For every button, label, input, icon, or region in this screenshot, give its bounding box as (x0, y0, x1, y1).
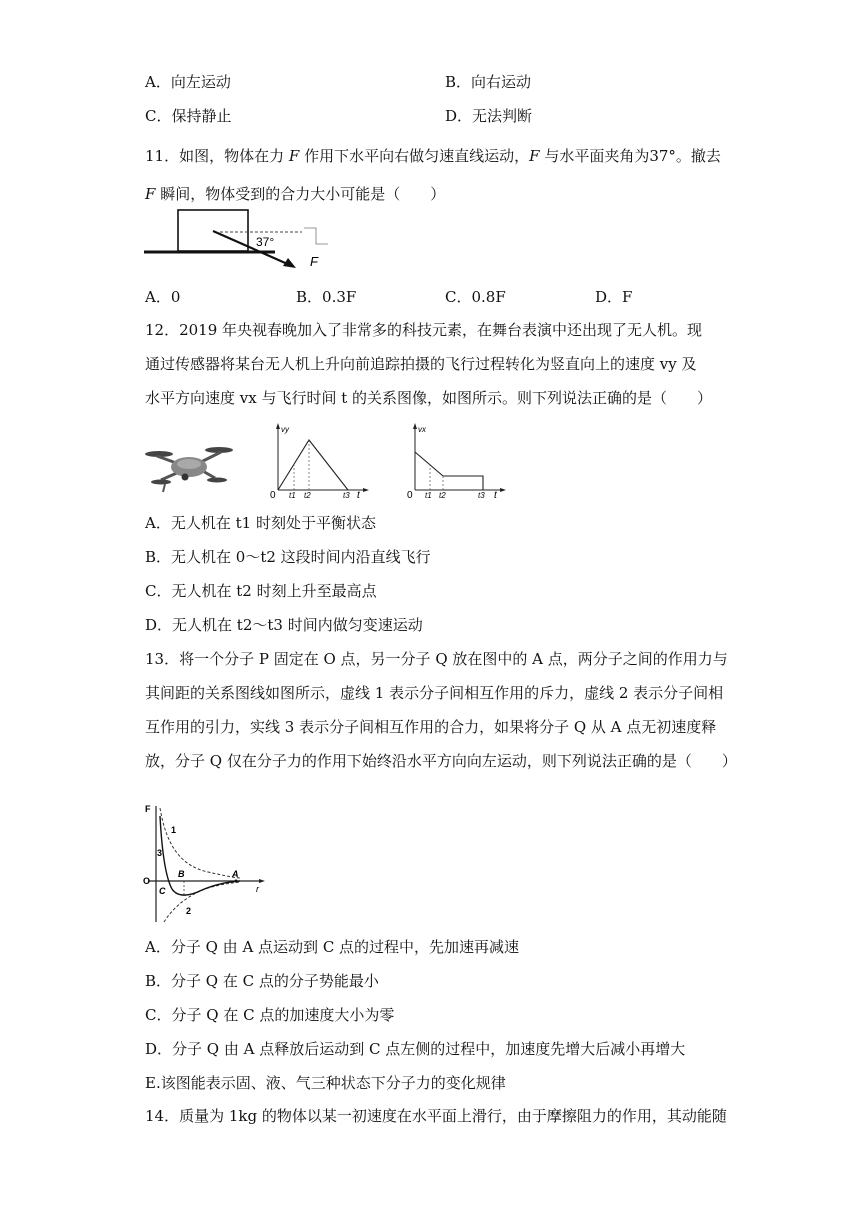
q10-option-d: D．无法判断 (445, 107, 533, 125)
block (178, 210, 248, 251)
svg-text:F: F (145, 804, 151, 814)
q12-option-a: A．无人机在 t1 时刻处于平衡状态 (145, 514, 376, 532)
svg-text:1: 1 (171, 825, 177, 835)
svg-text:t2: t2 (304, 491, 311, 500)
attraction-curve-2 (164, 882, 240, 922)
svg-text:3: 3 (157, 848, 163, 858)
svg-text:t1: t1 (425, 491, 432, 500)
q12-stem-line2: 通过传感器将某台无人机上升向前追踪拍摄的飞行过程转化为竖直向上的速度 vy 及 (145, 355, 697, 373)
molecular-force-figure (138, 794, 268, 928)
force-label: F (310, 254, 318, 269)
svg-text:r: r (256, 884, 259, 894)
q13-stem-line1: 13．将一个分子 P 固定在 O 点，另一分子 Q 放在图中的 A 点，两分子之间的作用力与 (145, 650, 728, 668)
q13-option-e: E.该图能表示固、液、气三种状态下分子力的变化规律 (145, 1074, 506, 1092)
vx-t-graph (403, 420, 513, 502)
repulsion-curve-1 (160, 808, 240, 878)
q12-stem-line1: 12．2019 年央视春晚加入了非常多的科技元素，在舞台表演中还出现了无人机。现 (145, 321, 703, 339)
angle-label: 37° (256, 235, 275, 249)
svg-text:2: 2 (186, 906, 192, 916)
svg-text:vy: vy (281, 425, 289, 434)
svg-text:t3: t3 (343, 491, 350, 500)
q13-option-a: A．分子 Q 由 A 点运动到 C 点的过程中，先加速再减速 (145, 938, 520, 956)
svg-text:C: C (159, 886, 166, 896)
q12-option-c: C．无人机在 t2 时刻上升至最高点 (145, 582, 377, 600)
q13-stem-line4: 放，分子 Q 仅在分子力的作用下始终沿水平方向向左运动，则下列说法正确的是（ ） (145, 752, 737, 770)
q11-option-d: D．F (595, 288, 633, 306)
q11-option-a: A．0 (145, 288, 181, 306)
svg-text:vx: vx (418, 425, 426, 434)
vx-curve (415, 452, 483, 490)
q12-stem-line3: 水平方向速度 vx 与飞行时间 t 的关系图像，如图所示。则下列说法正确的是（ ） (145, 389, 713, 407)
q11-block-figure (140, 206, 340, 274)
svg-text:O: O (143, 876, 151, 886)
q11-option-c: C．0.8F (445, 288, 506, 306)
force-arrow (213, 231, 292, 266)
q13-option-c: C．分子 Q 在 C 点的加速度大小为零 (145, 1006, 395, 1024)
q11-stem-line2: F 瞬间，物体受到的合力大小可能是（ ） (145, 185, 446, 203)
q13-option-d: D．分子 Q 由 A 点释放后运动到 C 点左侧的过程中，加速度先增大后减小再增大 (145, 1040, 686, 1058)
svg-text:t1: t1 (289, 491, 296, 500)
q12-option-b: B．无人机在 0～t2 这段时间内沿直线飞行 (145, 548, 431, 566)
svg-text:A: A (232, 869, 239, 879)
force-arrowhead (283, 258, 296, 268)
svg-text:0: 0 (407, 490, 413, 501)
q10-option-b: B．向右运动 (445, 73, 532, 91)
q13-option-b: B．分子 Q 在 C 点的分子势能最小 (145, 972, 379, 990)
vy-t-graph (266, 420, 376, 502)
q13-stem-line2: 其间距的关系图线如图所示，虚线 1 表示分子间相互作用的斥力，虚线 2 表示分子间相 (145, 684, 724, 702)
svg-text:B: B (178, 869, 185, 879)
drone-image (143, 440, 235, 498)
q14-stem-line1: 14．质量为 1kg 的物体以某一初速度在水平面上滑行，由于摩擦阻力的作用，其动能随 (145, 1107, 727, 1125)
q12-option-d: D．无人机在 t2～t3 时间内做匀变速运动 (145, 616, 423, 634)
q10-option-c: C．保持静止 (145, 107, 232, 125)
svg-text:t: t (357, 490, 360, 501)
q11-stem-line1: 11．如图，物体在力 F 作用下水平向右做匀速直线运动，F 与水平面夹角为37°。撤去 (145, 147, 721, 165)
q11-option-b: B．0.3F (296, 288, 357, 306)
svg-text:t3: t3 (478, 491, 485, 500)
vy-curve (278, 440, 348, 490)
q13-stem-line3: 互作用的引力，实线 3 表示分子间相互作用的合力，如果将分子 Q 从 A 点无初速度释 (145, 718, 717, 736)
svg-text:t2: t2 (439, 491, 446, 500)
svg-text:t: t (494, 490, 497, 501)
q10-option-a: A．向左运动 (145, 73, 231, 91)
right-bracket (304, 228, 328, 244)
svg-text:0: 0 (270, 490, 276, 501)
